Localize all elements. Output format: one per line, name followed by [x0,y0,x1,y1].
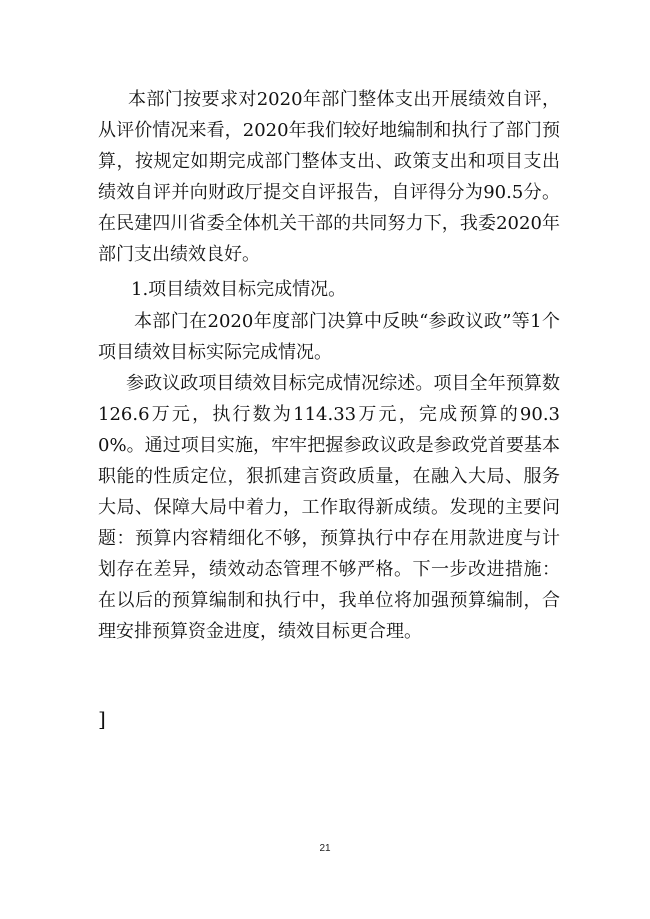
section-heading: 1.项目绩效目标完成情况。 [131,279,347,300]
paragraph-project-count: 本部门在2020年度部门决算中反映“参政议政”等1个项目绩效目标实际完成情况。 [98,311,560,363]
closing-bracket: ] [98,707,106,731]
page-number: 21 [319,843,331,854]
paragraph-project-summary: 参政议政项目绩效目标完成情况综述。项目全年预算数126.6万元，执行数为114.33万元，完成预算的90.30%。通过项目实施，牢牢把握参政议政是参政党首要基本职能的性质定位，狠抓建言资政质量，在融入大局、服务大局、保障大局中着力，工作取得新成绩。发现的主要问题：预算内容精细化不够，预算执行中存在用款进度与计划存在差异，绩效动态管理不够严格。下一步改进措施：在以后的预算编制和执行中，我单位将加强预算编制，合理安排预算资金进度，绩效目标更合理。 [98,373,560,642]
paragraph-self-evaluation: 本部门按要求对2020年部门整体支出开展绩效自评，从评价情况来看，2020年我们较好地编制和执行了部门预算，按规定如期完成部门整体支出、政策支出和项目支出绩效自评并向财政厅提交自评报告，自评得分为90.5分。在民建四川省委全体机关干部的共同努力下，我委2020年部门支出绩效良好。 [98,89,560,265]
